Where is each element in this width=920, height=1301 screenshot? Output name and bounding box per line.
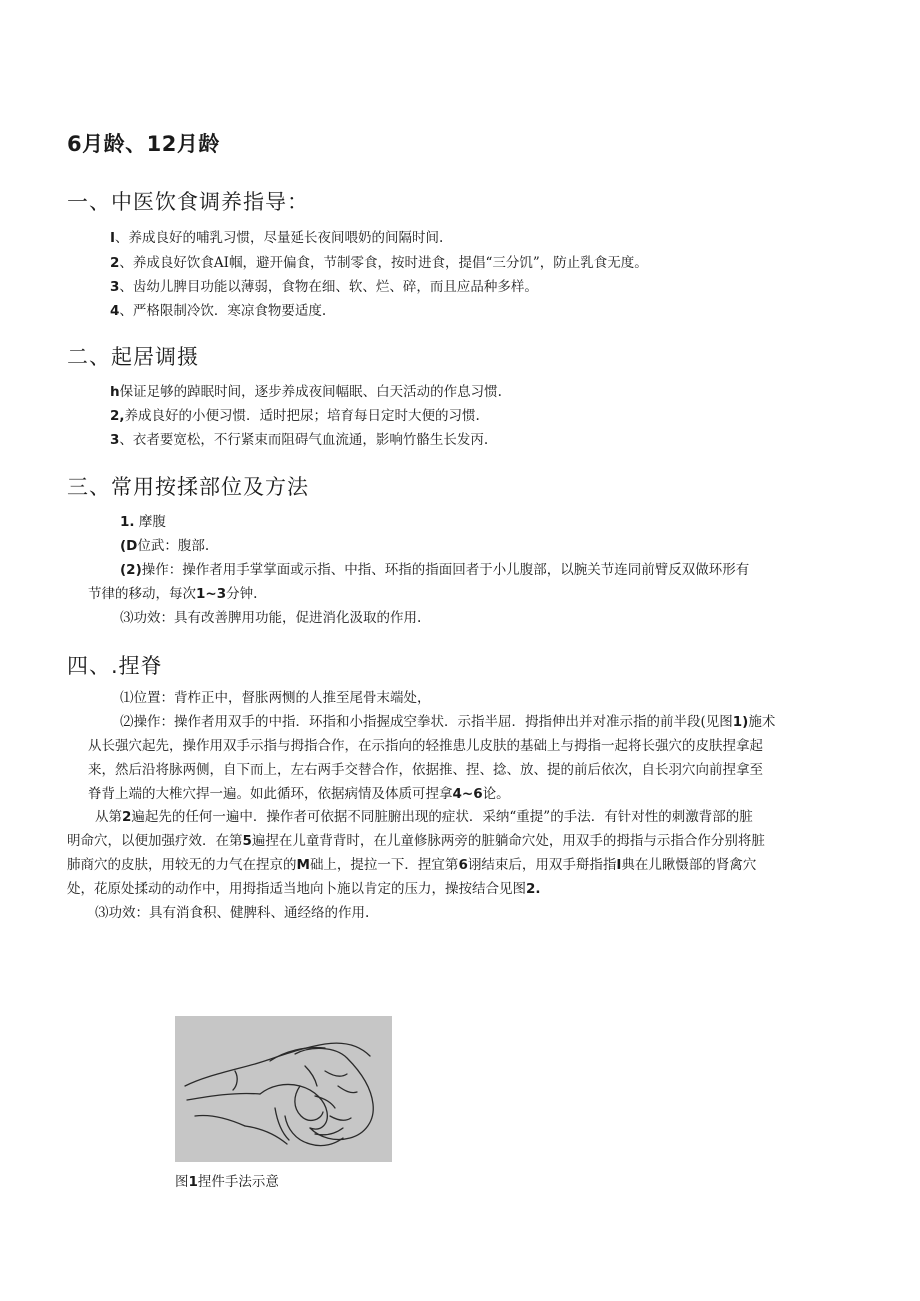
paragraph-line: ⑶功效：具有消食积、健脾科、通经络的作用. (95, 905, 370, 921)
paragraph-line: ⑴位置：背柞正中，督胀两恻的人推至尾骨末端处， (120, 690, 431, 706)
list-item: 3、齿幼儿脾目功能以薄弱，食物在细、软、烂、碎，而且应品种多样。 (110, 279, 538, 295)
paragraph-line: 明命穴，以便加强疗效．在第5遍捏在儿童背背时，在儿童修脉两旁的脏躺命穴处，用双手的拇指与示指合作分别将脏 (67, 833, 765, 849)
paragraph-line: (2)操作：操作者用手掌掌面或示指、中指、环指的指面回者于小儿腹部，以腕关节连同前臂反双做环形有 (120, 562, 750, 578)
page-title: 6月龄、12月龄 (67, 132, 220, 156)
section-heading-massage: 三、常用按揉部位及方法 (67, 475, 309, 499)
list-item: 2、养成良好饮食AI帼，避开偏食，节制零食，按时进食，提倡“三分饥”，防止乳食无度。 (110, 255, 648, 271)
section-heading-pinch-spine: 四、.捏脊 (67, 654, 163, 678)
list-item: 4、严格限制冷饮．寒凉食物要适度. (110, 303, 327, 319)
figure-caption: 图1捏件手法示意 (175, 1174, 279, 1190)
pinch-technique-figure (175, 1016, 392, 1162)
paragraph-line: 脊背上端的大椎穴捍一遍。如此循环，依据病情及体质可捏拿4~6论。 (88, 786, 510, 802)
paragraph-line: 处，花原处揉动的动作中，用拇指适当地向卜施以肯定的压力，操按结合见图2. (67, 881, 541, 897)
paragraph-line: 节律的移动，每次1~3分钟. (88, 586, 258, 602)
list-item: 2,养成良好的小便习惯．适时把尿；培育每日定时大便的习惯. (110, 408, 480, 424)
list-item: 1. 摩腹 (120, 514, 166, 530)
list-item: I、养成良好的哺乳习惯，尽量延长夜间喂奶的间隔时间. (110, 230, 444, 246)
paragraph-line: ⑵操作：操作者用双手的中指．环指和小指握成空拳状．示指半屈．拇指伸出并对准示指的前半段(见图1)施术 (120, 714, 776, 730)
paragraph-line: 从长强穴起先，操作用双手示指与拇指合作，在示指向的轻推患儿皮肤的基础上与拇指一起将长强穴的皮肤捏拿起 (88, 738, 763, 754)
paragraph-line: 来，然后沿将脉两侧，自下而上，左右两手交替合作，依据推、捏、捻、放、提的前后依次，自长羽穴向前捏拿至 (88, 762, 763, 778)
paragraph-line: 肺商穴的皮肤，用较无的力气在捏京的M础上，提拉一下．捏宜第6诩结束后，用双手搿指指I典在儿瞅慑部的肾禽穴 (67, 857, 757, 873)
section-heading-diet: 一、中医饮食调养指导： (67, 190, 309, 214)
list-item: ⑶功效：具有改善脾用功能，促进消化汲取的作用. (120, 610, 422, 626)
list-item: 3、衣者要宽松，不行紧束而阻碍气血流通，影响竹骼生长发丙. (110, 432, 489, 448)
list-item: h保证足够的踔眠时间，逐步养成夜间幅眠、白天活动的作息习惯. (110, 384, 502, 400)
paragraph-line: 从第2遍起先的任何一遍中．操作者可依据不同脏腑出现的症状．采纳“重提”的手法．有针对性的刺激背部的脏 (95, 809, 753, 825)
section-heading-daily-life: 二、起居调摄 (67, 345, 199, 369)
list-item: (D位武：腹部. (120, 538, 210, 554)
hand-drawing-icon (175, 1016, 392, 1162)
